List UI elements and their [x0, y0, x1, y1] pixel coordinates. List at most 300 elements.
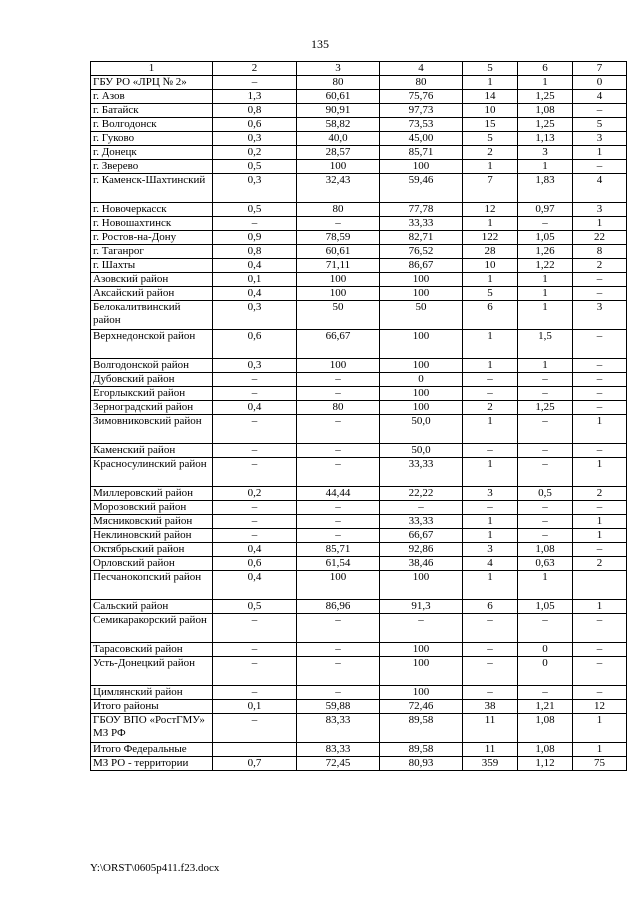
value-cell: 5 [463, 287, 518, 301]
value-cell: 15 [463, 118, 518, 132]
value-cell: – [463, 614, 518, 643]
header-cell: 6 [518, 62, 573, 76]
value-cell: 50 [297, 301, 380, 330]
value-cell: 50,0 [380, 444, 463, 458]
value-cell: – [297, 657, 380, 686]
value-cell: 1,08 [518, 743, 573, 757]
value-cell: 59,88 [297, 700, 380, 714]
value-cell: 91,3 [380, 600, 463, 614]
value-cell: 100 [380, 330, 463, 359]
row-label-cell: Верхнедонской район [91, 330, 213, 359]
value-cell: – [573, 657, 627, 686]
value-cell: 3 [573, 132, 627, 146]
value-cell: – [297, 614, 380, 643]
table-row [91, 557, 627, 571]
value-cell: 1 [463, 76, 518, 90]
value-cell: 6 [463, 301, 518, 330]
value-cell: – [380, 501, 463, 515]
value-cell: 2 [463, 146, 518, 160]
value-cell: 10 [463, 259, 518, 273]
value-cell: 0,97 [518, 203, 573, 217]
value-cell: 0,5 [213, 203, 297, 217]
value-cell: 0,1 [213, 273, 297, 287]
row-label-cell: Дубовский район [91, 373, 213, 387]
value-cell: 122 [463, 231, 518, 245]
value-cell: 0,7 [213, 757, 297, 771]
value-cell: – [297, 458, 380, 487]
value-cell: 73,53 [380, 118, 463, 132]
value-cell: 0,8 [213, 104, 297, 118]
table-row [91, 657, 627, 686]
value-cell: 1 [463, 529, 518, 543]
value-cell: – [518, 529, 573, 543]
value-cell: 0,9 [213, 231, 297, 245]
table-row [91, 415, 627, 444]
row-label-cell: Каменский район [91, 444, 213, 458]
row-label-cell: г. Каменск-Шахтинский [91, 174, 213, 203]
value-cell: – [463, 686, 518, 700]
value-cell: – [573, 614, 627, 643]
value-cell: 90,91 [297, 104, 380, 118]
value-cell: 0,3 [213, 174, 297, 203]
value-cell: 6 [463, 600, 518, 614]
row-label-cell: г. Таганрог [91, 245, 213, 259]
value-cell: 0 [518, 643, 573, 657]
value-cell: – [573, 401, 627, 415]
row-label-cell: г. Азов [91, 90, 213, 104]
value-cell: – [213, 217, 297, 231]
value-cell: – [213, 501, 297, 515]
header-cell: 1 [91, 62, 213, 76]
header-cell: 2 [213, 62, 297, 76]
value-cell: 33,33 [380, 515, 463, 529]
row-label-cell: Егорлыкский район [91, 387, 213, 401]
value-cell: – [518, 415, 573, 444]
value-cell: – [518, 458, 573, 487]
row-label-cell: Волгодонской район [91, 359, 213, 373]
value-cell: 50 [380, 301, 463, 330]
value-cell: 80,93 [380, 757, 463, 771]
row-label-cell: Аксайский район [91, 287, 213, 301]
value-cell: 40,0 [297, 132, 380, 146]
table-row [91, 146, 627, 160]
value-cell: 0,4 [213, 259, 297, 273]
value-cell: 1 [573, 600, 627, 614]
value-cell: 3 [463, 543, 518, 557]
table-row [91, 743, 627, 757]
value-cell: 80 [380, 76, 463, 90]
table-row [91, 458, 627, 487]
value-cell: 14 [463, 90, 518, 104]
value-cell: 86,67 [380, 259, 463, 273]
table-row [91, 571, 627, 600]
value-cell: 3 [573, 301, 627, 330]
value-cell: 60,61 [297, 245, 380, 259]
value-cell: – [297, 217, 380, 231]
value-cell: 1 [518, 301, 573, 330]
value-cell: 33,33 [380, 217, 463, 231]
value-cell: – [573, 330, 627, 359]
value-cell: 1 [573, 415, 627, 444]
value-cell: 100 [380, 686, 463, 700]
row-label-cell: Орловский район [91, 557, 213, 571]
value-cell: 1 [463, 359, 518, 373]
value-cell: 0,2 [213, 146, 297, 160]
value-cell: 3 [463, 487, 518, 501]
value-cell: 100 [380, 160, 463, 174]
value-cell: 1 [463, 415, 518, 444]
value-cell: 100 [380, 401, 463, 415]
value-cell: 10 [463, 104, 518, 118]
value-cell: 7 [463, 174, 518, 203]
value-cell: 0,4 [213, 287, 297, 301]
value-cell: 76,52 [380, 245, 463, 259]
value-cell: 1 [518, 76, 573, 90]
value-cell: – [573, 387, 627, 401]
value-cell: 45,00 [380, 132, 463, 146]
header-cell: 4 [380, 62, 463, 76]
row-label-cell: г. Ростов-на-Дону [91, 231, 213, 245]
value-cell: 1,21 [518, 700, 573, 714]
value-cell: – [297, 686, 380, 700]
value-cell: 1,3 [213, 90, 297, 104]
value-cell: 0,6 [213, 330, 297, 359]
value-cell: 3 [518, 146, 573, 160]
value-cell: 0,5 [213, 160, 297, 174]
value-cell: – [213, 686, 297, 700]
table-row [91, 515, 627, 529]
value-cell: 22,22 [380, 487, 463, 501]
value-cell: – [297, 643, 380, 657]
value-cell: 0 [573, 76, 627, 90]
value-cell: 1,83 [518, 174, 573, 203]
row-label-cell: Итого районы [91, 700, 213, 714]
row-label-cell: г. Гуково [91, 132, 213, 146]
header-cell: 5 [463, 62, 518, 76]
value-cell: – [518, 515, 573, 529]
value-cell: 1,26 [518, 245, 573, 259]
value-cell: 1 [463, 330, 518, 359]
table-row [91, 203, 627, 217]
value-cell: – [213, 529, 297, 543]
value-cell: 38 [463, 700, 518, 714]
value-cell: 100 [380, 273, 463, 287]
table-row [91, 90, 627, 104]
table-row [91, 132, 627, 146]
row-label-cell: Морозовский район [91, 501, 213, 515]
value-cell: – [573, 501, 627, 515]
value-cell: 80 [297, 76, 380, 90]
table-row [91, 76, 627, 90]
table-row [91, 217, 627, 231]
value-cell: – [573, 373, 627, 387]
row-label-cell: Сальский район [91, 600, 213, 614]
table-row [91, 174, 627, 203]
row-label-cell: Зерноградский район [91, 401, 213, 415]
row-label-cell: Азовский район [91, 273, 213, 287]
value-cell: – [518, 614, 573, 643]
value-cell: 77,78 [380, 203, 463, 217]
value-cell: – [573, 444, 627, 458]
value-cell: – [213, 714, 297, 743]
value-cell: 1 [518, 273, 573, 287]
value-cell: 80 [297, 401, 380, 415]
value-cell: 0,6 [213, 118, 297, 132]
table-row [91, 757, 627, 771]
value-cell: 58,82 [297, 118, 380, 132]
value-cell: – [463, 387, 518, 401]
value-cell: 1 [518, 359, 573, 373]
value-cell: 32,43 [297, 174, 380, 203]
value-cell: 0,5 [213, 600, 297, 614]
table-row [91, 259, 627, 273]
value-cell: 1 [463, 160, 518, 174]
table-row [91, 245, 627, 259]
value-cell: 1 [463, 515, 518, 529]
table-row [91, 104, 627, 118]
value-cell: 1 [573, 458, 627, 487]
row-label-cell: г. Шахты [91, 259, 213, 273]
value-cell: – [573, 643, 627, 657]
value-cell: 1,25 [518, 118, 573, 132]
value-cell: 100 [297, 287, 380, 301]
value-cell: 85,71 [297, 543, 380, 557]
value-cell: – [213, 614, 297, 643]
value-cell: 2 [573, 557, 627, 571]
row-label-cell: г. Новошахтинск [91, 217, 213, 231]
page-number: 135 [311, 37, 329, 51]
value-cell: 100 [380, 287, 463, 301]
value-cell: 100 [297, 359, 380, 373]
value-cell: 2 [573, 487, 627, 501]
value-cell: 1,25 [518, 90, 573, 104]
value-cell: 71,11 [297, 259, 380, 273]
value-cell: 89,58 [380, 743, 463, 757]
value-cell: 11 [463, 714, 518, 743]
value-cell: 0,5 [518, 487, 573, 501]
value-cell: – [463, 373, 518, 387]
row-label-cell: г. Донецк [91, 146, 213, 160]
value-cell: 100 [380, 657, 463, 686]
value-cell: 83,33 [297, 714, 380, 743]
row-label-cell: МЗ РО - территории [91, 757, 213, 771]
value-cell: 1,05 [518, 231, 573, 245]
value-cell: 1 [518, 571, 573, 600]
value-cell: 0,3 [213, 359, 297, 373]
table-row [91, 301, 627, 330]
table-row [91, 529, 627, 543]
value-cell: 0,3 [213, 301, 297, 330]
table-body [91, 76, 627, 771]
value-cell: – [213, 444, 297, 458]
table-row [91, 273, 627, 287]
value-cell: 89,58 [380, 714, 463, 743]
value-cell: 75,76 [380, 90, 463, 104]
value-cell: 72,46 [380, 700, 463, 714]
value-cell: 100 [380, 643, 463, 657]
value-cell: 0,3 [213, 132, 297, 146]
value-cell: 0,63 [518, 557, 573, 571]
table-row [91, 387, 627, 401]
value-cell: 100 [380, 359, 463, 373]
value-cell [213, 743, 297, 757]
value-cell: 5 [573, 118, 627, 132]
value-cell: – [213, 657, 297, 686]
value-cell: 1 [573, 743, 627, 757]
row-label-cell: Цимлянский район [91, 686, 213, 700]
value-cell: 1,12 [518, 757, 573, 771]
table-row [91, 700, 627, 714]
table-row [91, 501, 627, 515]
table-row [91, 600, 627, 614]
row-label-cell: Неклиновский район [91, 529, 213, 543]
value-cell: 22 [573, 231, 627, 245]
table-row [91, 714, 627, 743]
value-cell: – [213, 415, 297, 444]
value-cell: 0,8 [213, 245, 297, 259]
value-cell: 11 [463, 743, 518, 757]
value-cell: 1 [463, 217, 518, 231]
value-cell: – [213, 76, 297, 90]
value-cell: – [518, 501, 573, 515]
value-cell: 80 [297, 203, 380, 217]
value-cell: 28,57 [297, 146, 380, 160]
value-cell: 1,08 [518, 543, 573, 557]
value-cell: 359 [463, 757, 518, 771]
row-label-cell: ГБОУ ВПО «РостГМУ» МЗ РФ [91, 714, 213, 743]
value-cell: 0 [380, 373, 463, 387]
value-cell: – [297, 373, 380, 387]
statistics-table [90, 61, 627, 771]
value-cell: 1,13 [518, 132, 573, 146]
table-row [91, 287, 627, 301]
value-cell: 100 [297, 273, 380, 287]
value-cell: 82,71 [380, 231, 463, 245]
table-row [91, 359, 627, 373]
value-cell: 1 [573, 529, 627, 543]
table-row [91, 160, 627, 174]
value-cell: – [297, 444, 380, 458]
row-label-cell: г. Батайск [91, 104, 213, 118]
value-cell: 1 [518, 160, 573, 174]
value-cell: 97,73 [380, 104, 463, 118]
value-cell: 0,4 [213, 543, 297, 557]
row-label-cell: Итого Федеральные [91, 743, 213, 757]
row-label-cell: Тарасовский район [91, 643, 213, 657]
value-cell: – [518, 373, 573, 387]
value-cell: – [213, 373, 297, 387]
row-label-cell: г. Новочеркасск [91, 203, 213, 217]
value-cell: – [463, 501, 518, 515]
value-cell: 1 [518, 287, 573, 301]
row-label-cell: Мясниковский район [91, 515, 213, 529]
value-cell: 0 [518, 657, 573, 686]
table-row [91, 487, 627, 501]
row-label-cell: Семикаракорский район [91, 614, 213, 643]
value-cell: 86,96 [297, 600, 380, 614]
value-cell: – [297, 387, 380, 401]
value-cell: – [518, 387, 573, 401]
value-cell: 4 [463, 557, 518, 571]
value-cell: – [573, 273, 627, 287]
value-cell: 72,45 [297, 757, 380, 771]
value-cell: – [463, 657, 518, 686]
value-cell: – [380, 614, 463, 643]
row-label-cell: Миллеровский район [91, 487, 213, 501]
value-cell: 2 [463, 401, 518, 415]
value-cell: 1,22 [518, 259, 573, 273]
value-cell: 12 [573, 700, 627, 714]
value-cell: 1,08 [518, 104, 573, 118]
value-cell: 33,33 [380, 458, 463, 487]
value-cell: 0,4 [213, 401, 297, 415]
table-row [91, 373, 627, 387]
value-cell: – [573, 160, 627, 174]
row-label-cell: Октябрьский район [91, 543, 213, 557]
value-cell [573, 571, 627, 600]
value-cell: – [213, 387, 297, 401]
value-cell: 3 [573, 203, 627, 217]
value-cell: 12 [463, 203, 518, 217]
value-cell: 100 [297, 160, 380, 174]
value-cell: 4 [573, 90, 627, 104]
value-cell: 2 [573, 259, 627, 273]
value-cell: 4 [573, 174, 627, 203]
value-cell: 5 [463, 132, 518, 146]
value-cell: 83,33 [297, 743, 380, 757]
value-cell: 8 [573, 245, 627, 259]
value-cell: – [297, 501, 380, 515]
value-cell: 75 [573, 757, 627, 771]
value-cell: 50,0 [380, 415, 463, 444]
value-cell: 1 [573, 714, 627, 743]
value-cell: – [213, 458, 297, 487]
value-cell: 100 [380, 387, 463, 401]
row-label-cell: Белокалитвинский район [91, 301, 213, 330]
value-cell: – [463, 444, 518, 458]
table-row [91, 330, 627, 359]
table-row [91, 401, 627, 415]
value-cell: – [573, 359, 627, 373]
table-row [91, 643, 627, 657]
value-cell: 0,6 [213, 557, 297, 571]
value-cell: 1,25 [518, 401, 573, 415]
file-path-footer: Y:\ORST\0605p411.f23.docx [90, 862, 220, 874]
value-cell: 85,71 [380, 146, 463, 160]
value-cell: – [573, 287, 627, 301]
value-cell: 66,67 [297, 330, 380, 359]
table-row [91, 444, 627, 458]
value-cell: – [518, 686, 573, 700]
value-cell: 100 [297, 571, 380, 600]
value-cell: 1 [573, 146, 627, 160]
value-cell: – [297, 515, 380, 529]
value-cell: 61,54 [297, 557, 380, 571]
value-cell: 92,86 [380, 543, 463, 557]
value-cell: 1 [573, 515, 627, 529]
value-cell: 1 [463, 273, 518, 287]
value-cell: 1,05 [518, 600, 573, 614]
value-cell: 0,4 [213, 571, 297, 600]
value-cell: – [573, 543, 627, 557]
value-cell: 1,5 [518, 330, 573, 359]
value-cell: 1 [463, 571, 518, 600]
value-cell: 1,08 [518, 714, 573, 743]
value-cell: 78,59 [297, 231, 380, 245]
value-cell: – [463, 643, 518, 657]
value-cell: 1 [463, 458, 518, 487]
value-cell: – [518, 217, 573, 231]
